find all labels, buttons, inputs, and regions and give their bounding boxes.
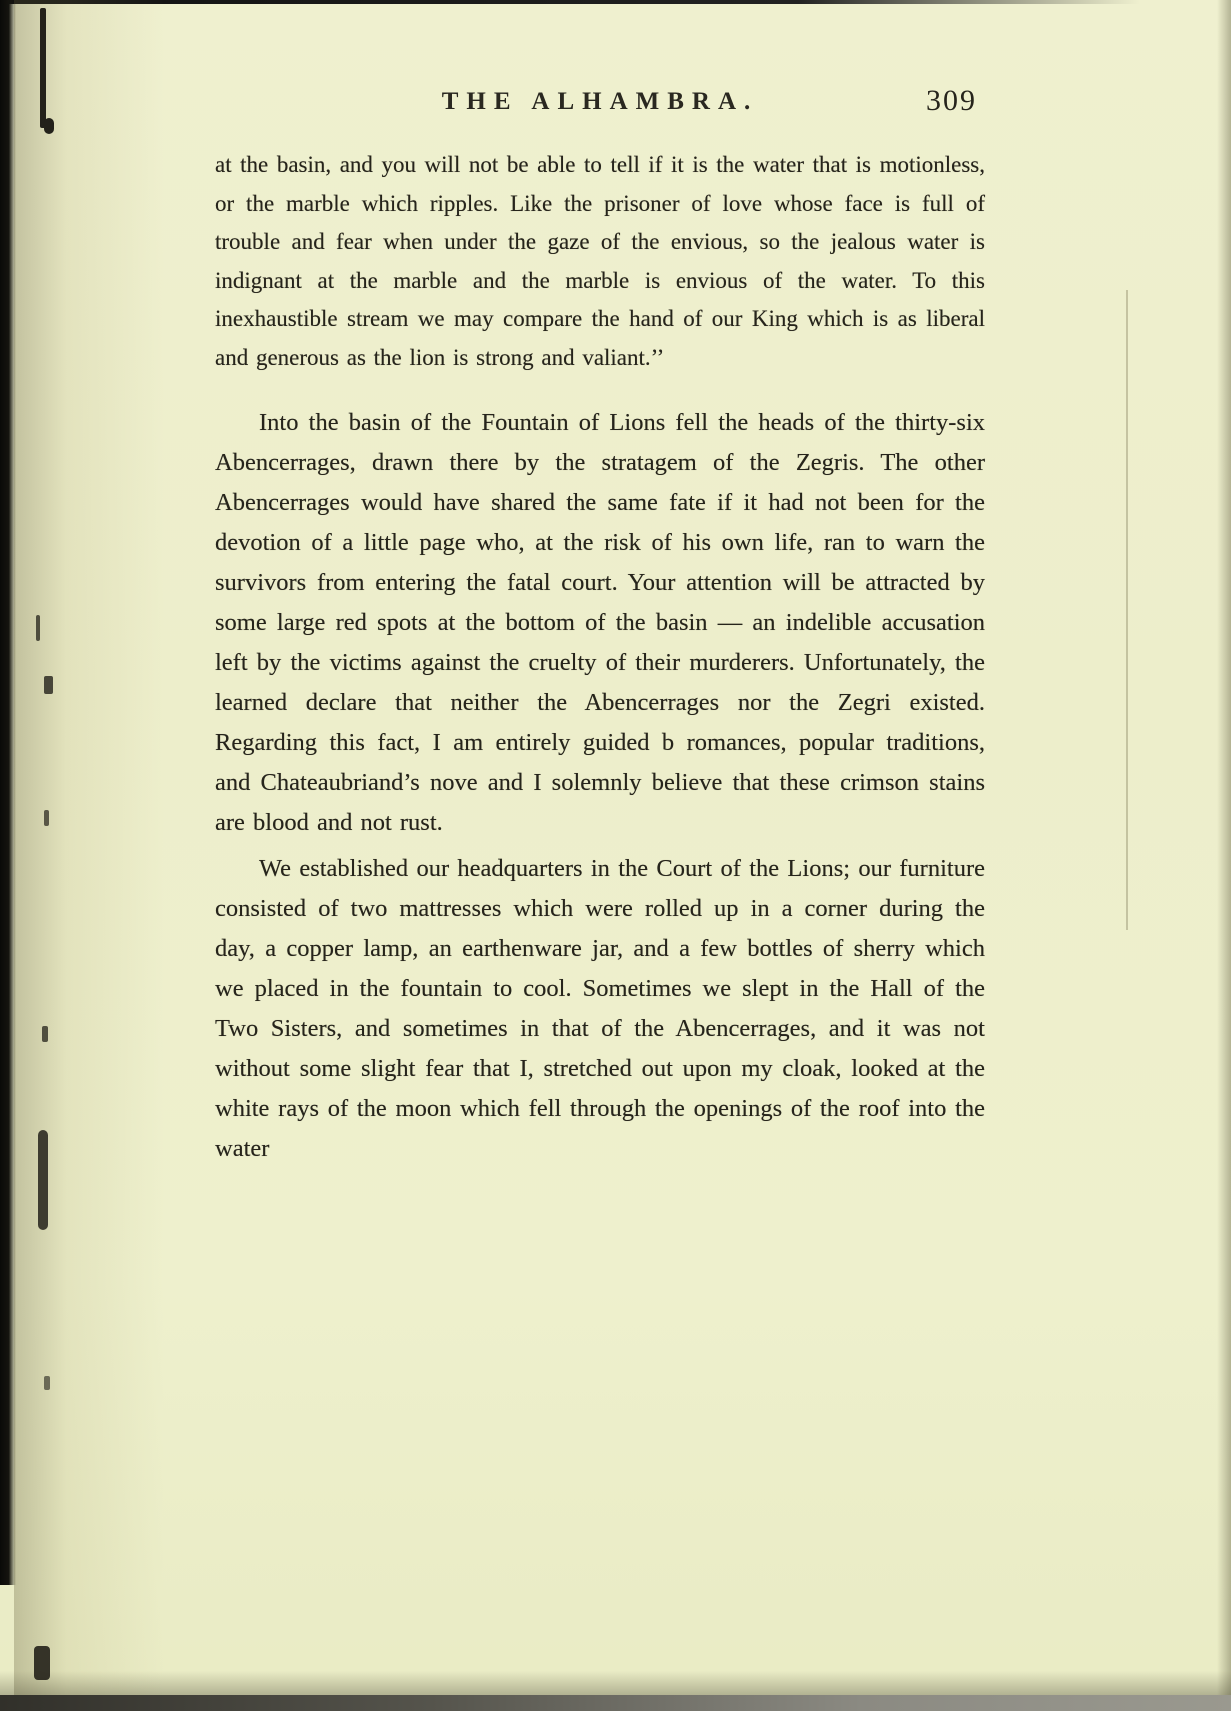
bottom-page-shadow — [0, 1671, 1231, 1697]
paragraph-quote-continuation: at the basin, and you will not be able to tell if it is the water that is motionless, or the marble which ripples. Like the prisoner of love whose face is full of trouble and fear when under the gaze of the envious, so the jealous water is indignant at the marble and the marble is envious of the water. To this inexhaustible stream we may compare the hand of our King which is as liberal and generous as the lion is strong and valiant.’’ — [215, 152, 985, 370]
text-column — [215, 84, 985, 1169]
spine-mark — [44, 1376, 50, 1390]
spine-mark — [36, 615, 40, 641]
spine-mark — [44, 118, 54, 134]
paragraph-headquarters: We established our headquarters in the Court of the Lions; our furniture consisted of two mattresses which were rolled up in a corner during the day, a copper lamp, an earthenware jar, and a few bottles of sherry which we placed in the fountain to cool. Sometimes we slept in the Hall of the Two Sisters, and sometimes in that of the Abencerrages, and it was not without some slight fear that I, stretched out upon my cloak, looked at the white rays of the moon which fell through the openings of the roof into the water — [215, 855, 985, 1162]
running-head-title: THE ALHAMBRA. — [441, 88, 759, 115]
running-head — [215, 84, 985, 130]
page-number: 309 — [926, 84, 977, 117]
spine-mark — [34, 1646, 50, 1680]
spine-mark — [38, 1130, 48, 1230]
scan-top-edge — [0, 0, 1140, 4]
gutter-shadow — [14, 0, 164, 1711]
spine-mark — [40, 8, 46, 128]
paragraph-fountain-of-lions: Into the basin of the Fountain of Lions fell the heads of the thirty-six Abencerrages, drawn there by the stratagem of the Zegris. The other Abencerrages would have shared the same fate if it had not been for the devotion of a little page who, at the risk of his own life, ran to warn the survivors from entering the fatal court. Your attention will be attracted by some large red spots at the bottom of the basin — an indelible accusation left by the victims against the cruelty of their murderers. Unfortunately, the learned declare that neither the Abencerrages nor the Zegri existed. Regarding this fact, I am entirely guided b romances, popular traditions, and Chateaubriand’s nove and I solemnly believe that these crimson stains are blood and not rust. — [215, 409, 985, 836]
scan-right-edge — [1217, 0, 1231, 1711]
page-edge-line — [1126, 290, 1128, 930]
spine-mark — [42, 1026, 48, 1042]
spine-mark — [44, 676, 53, 694]
spine-mark — [44, 810, 49, 826]
scan-bottom-edge — [0, 1695, 1231, 1711]
